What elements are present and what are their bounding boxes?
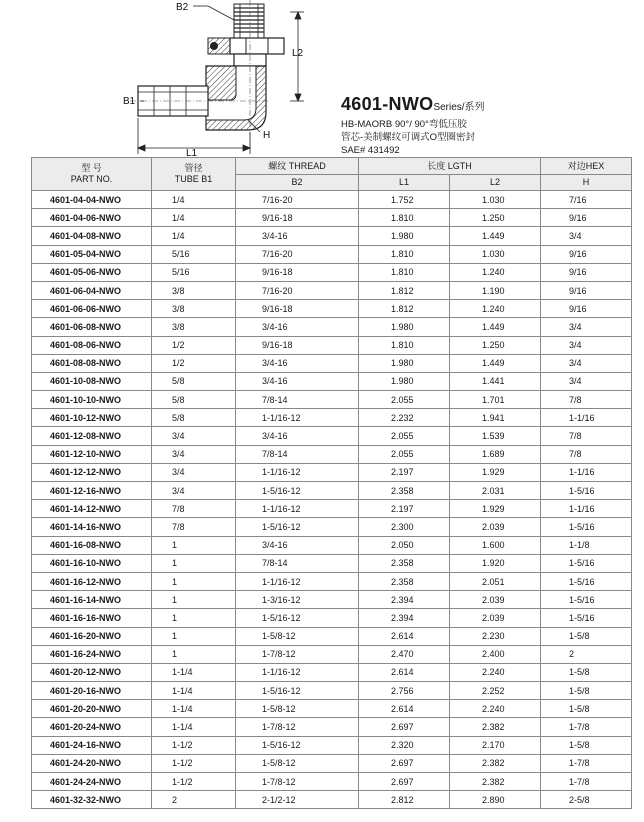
cell-hex: 2-5/8 [541, 791, 632, 809]
cell-thread: 1-5/8-12 [236, 627, 359, 645]
cell-part-no: 4601-12-16-NWO [32, 482, 152, 500]
cell-l2: 1.441 [450, 372, 541, 390]
cell-hex: 7/8 [541, 391, 632, 409]
table-row [32, 718, 632, 736]
cell-tube: 1-1/2 [152, 754, 236, 772]
cell-thread: 9/16-18 [236, 263, 359, 281]
table-row [32, 300, 632, 318]
cell-l1: 2.470 [359, 645, 450, 663]
cell-l2: 1.539 [450, 427, 541, 445]
cell-tube: 5/8 [152, 391, 236, 409]
cell-hex: 1-1/8 [541, 536, 632, 554]
product-title-block [341, 94, 631, 157]
cell-hex: 1-1/16 [541, 409, 632, 427]
cell-l1: 2.697 [359, 718, 450, 736]
cell-thread: 9/16-18 [236, 336, 359, 354]
cell-l1: 2.812 [359, 791, 450, 809]
cell-hex: 9/16 [541, 281, 632, 299]
cell-thread: 1-1/16-12 [236, 409, 359, 427]
cell-l2: 2.382 [450, 773, 541, 791]
cell-part-no: 4601-24-16-NWO [32, 736, 152, 754]
cell-part-no: 4601-24-20-NWO [32, 754, 152, 772]
col-header-hex: 对边HEX [541, 158, 632, 175]
cell-tube: 1-1/4 [152, 718, 236, 736]
cell-tube: 1/4 [152, 209, 236, 227]
cell-part-no: 4601-24-24-NWO [32, 773, 152, 791]
cell-tube: 5/8 [152, 372, 236, 390]
table-row [32, 754, 632, 772]
cell-l1: 2.756 [359, 682, 450, 700]
cell-thread: 1-1/16-12 [236, 500, 359, 518]
cell-l2: 1.600 [450, 536, 541, 554]
cell-tube: 3/8 [152, 318, 236, 336]
cell-l1: 1.810 [359, 209, 450, 227]
cell-l2: 1.449 [450, 318, 541, 336]
cell-tube: 1-1/4 [152, 682, 236, 700]
col-header-length: 长度 LGTH [359, 158, 541, 175]
cell-part-no: 4601-20-24-NWO [32, 718, 152, 736]
cell-l1: 1.980 [359, 227, 450, 245]
cell-part-no: 4601-06-04-NWO [32, 281, 152, 299]
cell-l2: 2.252 [450, 682, 541, 700]
table-row [32, 591, 632, 609]
cell-l1: 1.810 [359, 245, 450, 263]
cell-hex: 3/4 [541, 336, 632, 354]
table-row [32, 463, 632, 481]
label-l2: L2 [292, 48, 304, 59]
table-row [32, 391, 632, 409]
cell-tube: 7/8 [152, 518, 236, 536]
cell-tube: 3/8 [152, 281, 236, 299]
cell-thread: 2-1/2-12 [236, 791, 359, 809]
cell-thread: 9/16-18 [236, 300, 359, 318]
cell-l2: 2.039 [450, 518, 541, 536]
table-row [32, 645, 632, 663]
cell-thread: 1-1/16-12 [236, 463, 359, 481]
cell-l1: 2.697 [359, 754, 450, 772]
lock-nut [230, 38, 284, 54]
cell-thread: 3/4-16 [236, 227, 359, 245]
cell-hex: 1-1/16 [541, 463, 632, 481]
cell-thread: 9/16-18 [236, 209, 359, 227]
cell-hex: 7/16 [541, 191, 632, 209]
tube-en: TUBE B1 [174, 174, 213, 184]
cell-part-no: 4601-10-10-NWO [32, 391, 152, 409]
cell-l2: 1.240 [450, 263, 541, 281]
cell-l1: 2.697 [359, 773, 450, 791]
table-row [32, 518, 632, 536]
cell-thread: 1-3/16-12 [236, 591, 359, 609]
cell-l2: 2.230 [450, 627, 541, 645]
cell-part-no: 4601-06-06-NWO [32, 300, 152, 318]
cell-thread: 1-5/16-12 [236, 609, 359, 627]
product-desc-line3: SAE# 431492 [341, 145, 400, 156]
col-header-tube [152, 158, 236, 191]
cell-tube: 1 [152, 554, 236, 572]
col-header-h: H [541, 175, 632, 191]
cell-l2: 1.941 [450, 409, 541, 427]
cell-l2: 2.039 [450, 591, 541, 609]
cell-l1: 2.358 [359, 482, 450, 500]
cell-part-no: 4601-14-16-NWO [32, 518, 152, 536]
cell-thread: 1-5/16-12 [236, 482, 359, 500]
product-desc-line2: 管芯-美制螺纹可调式O型圈密封 [341, 132, 476, 143]
cell-l1: 1.810 [359, 336, 450, 354]
cell-thread: 3/4-16 [236, 427, 359, 445]
cell-l1: 2.055 [359, 427, 450, 445]
cell-l2: 1.701 [450, 391, 541, 409]
cell-tube: 1 [152, 572, 236, 590]
cell-hex: 1-5/8 [541, 682, 632, 700]
cell-hex: 9/16 [541, 209, 632, 227]
cell-hex: 3/4 [541, 227, 632, 245]
cell-l1: 2.358 [359, 554, 450, 572]
table-row [32, 500, 632, 518]
cell-l2: 1.240 [450, 300, 541, 318]
label-b1: B1 [123, 96, 136, 107]
label-h: H [263, 130, 271, 141]
cell-part-no: 4601-12-12-NWO [32, 463, 152, 481]
cell-l2: 1.929 [450, 463, 541, 481]
cell-thread: 1-5/16-12 [236, 682, 359, 700]
cell-hex: 1-1/16 [541, 500, 632, 518]
cell-thread: 1-5/8-12 [236, 754, 359, 772]
cell-hex: 1-5/8 [541, 700, 632, 718]
cell-thread: 1-5/16-12 [236, 518, 359, 536]
cell-l2: 2.039 [450, 609, 541, 627]
cell-l2: 2.400 [450, 645, 541, 663]
table-row [32, 609, 632, 627]
table-row [32, 736, 632, 754]
table-row [32, 682, 632, 700]
cell-thread: 1-1/16-12 [236, 663, 359, 681]
cell-hex: 1-5/16 [541, 518, 632, 536]
cell-l2: 1.250 [450, 209, 541, 227]
table-row [32, 427, 632, 445]
product-desc-line1: HB-MAORB 90°/ 90°弯低压胶 [341, 119, 467, 130]
table-row [32, 536, 632, 554]
table-row [32, 791, 632, 809]
cell-l2: 2.240 [450, 663, 541, 681]
cell-l1: 1.980 [359, 318, 450, 336]
cell-thread: 7/16-20 [236, 245, 359, 263]
col-header-l2: L2 [450, 175, 541, 191]
cell-l2: 2.051 [450, 572, 541, 590]
cell-hex: 7/8 [541, 445, 632, 463]
cell-tube: 1/4 [152, 191, 236, 209]
cell-hex: 3/4 [541, 354, 632, 372]
cell-l1: 2.320 [359, 736, 450, 754]
spec-table-body [32, 191, 632, 809]
cell-part-no: 4601-08-06-NWO [32, 336, 152, 354]
cell-l1: 1.810 [359, 263, 450, 281]
fitting-drawing [110, 0, 330, 158]
cell-tube: 1/2 [152, 354, 236, 372]
cell-l2: 1.190 [450, 281, 541, 299]
cell-tube: 2 [152, 791, 236, 809]
cell-hex: 2 [541, 645, 632, 663]
cell-tube: 1/4 [152, 227, 236, 245]
cell-part-no: 4601-16-10-NWO [32, 554, 152, 572]
series-word: Series/系列 [433, 102, 485, 113]
table-row [32, 191, 632, 209]
cell-l2: 1.030 [450, 191, 541, 209]
table-row [32, 663, 632, 681]
cell-part-no: 4601-12-10-NWO [32, 445, 152, 463]
cell-part-no: 4601-16-12-NWO [32, 572, 152, 590]
cell-thread: 3/4-16 [236, 536, 359, 554]
cell-thread: 1-5/8-12 [236, 700, 359, 718]
cell-hex: 1-5/16 [541, 554, 632, 572]
series-title [341, 94, 631, 118]
cell-l1: 1.812 [359, 281, 450, 299]
cell-part-no: 4601-04-06-NWO [32, 209, 152, 227]
cell-part-no: 4601-20-20-NWO [32, 700, 152, 718]
cell-thread: 7/8-14 [236, 445, 359, 463]
cell-part-no: 4601-05-04-NWO [32, 245, 152, 263]
cell-tube: 1-1/4 [152, 700, 236, 718]
table-row [32, 372, 632, 390]
cell-l2: 1.250 [450, 336, 541, 354]
cell-l2: 2.240 [450, 700, 541, 718]
cell-thread: 7/8-14 [236, 554, 359, 572]
cell-l1: 1.980 [359, 372, 450, 390]
cell-l1: 2.232 [359, 409, 450, 427]
cell-tube: 5/8 [152, 409, 236, 427]
table-row [32, 354, 632, 372]
cell-tube: 3/4 [152, 463, 236, 481]
cell-thread: 3/4-16 [236, 354, 359, 372]
col-header-part-no [32, 158, 152, 191]
cell-tube: 3/4 [152, 482, 236, 500]
table-row [32, 281, 632, 299]
cell-part-no: 4601-32-32-NWO [32, 791, 152, 809]
cell-thread: 1-7/8-12 [236, 773, 359, 791]
cell-hex: 1-7/8 [541, 773, 632, 791]
cell-tube: 1 [152, 645, 236, 663]
cell-hex: 1-7/8 [541, 718, 632, 736]
cell-l2: 1.030 [450, 245, 541, 263]
cell-l1: 1.752 [359, 191, 450, 209]
cell-part-no: 4601-20-16-NWO [32, 682, 152, 700]
cell-l2: 2.382 [450, 718, 541, 736]
table-row [32, 409, 632, 427]
cell-l2: 1.689 [450, 445, 541, 463]
cell-l1: 2.614 [359, 700, 450, 718]
table-row [32, 227, 632, 245]
table-row [32, 773, 632, 791]
cell-thread: 1-1/16-12 [236, 572, 359, 590]
cell-hex: 1-5/8 [541, 627, 632, 645]
cell-tube: 3/4 [152, 427, 236, 445]
cell-l1: 1.812 [359, 300, 450, 318]
cell-hex: 7/8 [541, 427, 632, 445]
cell-part-no: 4601-20-12-NWO [32, 663, 152, 681]
cell-tube: 5/16 [152, 245, 236, 263]
cell-tube: 1 [152, 536, 236, 554]
cell-tube: 1-1/2 [152, 773, 236, 791]
cell-hex: 9/16 [541, 300, 632, 318]
cell-hex: 1-5/16 [541, 572, 632, 590]
cell-tube: 1/2 [152, 336, 236, 354]
cell-l2: 2.170 [450, 736, 541, 754]
cell-l1: 2.055 [359, 445, 450, 463]
cell-hex: 9/16 [541, 245, 632, 263]
cell-thread: 1-7/8-12 [236, 645, 359, 663]
cell-part-no: 4601-16-16-NWO [32, 609, 152, 627]
cell-l1: 2.614 [359, 627, 450, 645]
cell-part-no: 4601-16-08-NWO [32, 536, 152, 554]
cell-hex: 1-7/8 [541, 754, 632, 772]
cell-l1: 2.358 [359, 572, 450, 590]
col-header-l1: L1 [359, 175, 450, 191]
cell-l2: 1.920 [450, 554, 541, 572]
cell-l1: 2.614 [359, 663, 450, 681]
cell-hex: 1-5/8 [541, 736, 632, 754]
cell-thread: 3/4-16 [236, 372, 359, 390]
table-row [32, 445, 632, 463]
cell-part-no: 4601-08-08-NWO [32, 354, 152, 372]
table-row [32, 318, 632, 336]
part-no-en: PART NO. [70, 174, 113, 184]
col-header-b2: B2 [236, 175, 359, 191]
cell-l1: 2.394 [359, 591, 450, 609]
cell-hex: 1-5/16 [541, 609, 632, 627]
cell-part-no: 4601-10-08-NWO [32, 372, 152, 390]
table-row [32, 209, 632, 227]
cell-part-no: 4601-05-06-NWO [32, 263, 152, 281]
cell-tube: 1-1/2 [152, 736, 236, 754]
cell-tube: 3/8 [152, 300, 236, 318]
cell-hex: 3/4 [541, 318, 632, 336]
table-row [32, 700, 632, 718]
cell-l2: 2.382 [450, 754, 541, 772]
cell-tube: 1-1/4 [152, 663, 236, 681]
o-ring [210, 42, 218, 50]
cell-hex: 3/4 [541, 372, 632, 390]
cell-hex: 1-5/8 [541, 663, 632, 681]
cell-l1: 2.050 [359, 536, 450, 554]
cell-l1: 1.980 [359, 354, 450, 372]
cell-l2: 1.929 [450, 500, 541, 518]
table-row [32, 336, 632, 354]
cell-l1: 2.197 [359, 463, 450, 481]
table-row [32, 572, 632, 590]
label-b2: B2 [176, 2, 189, 13]
cell-part-no: 4601-04-04-NWO [32, 191, 152, 209]
cell-l1: 2.394 [359, 609, 450, 627]
cell-thread: 1-5/16-12 [236, 736, 359, 754]
cell-part-no: 4601-04-08-NWO [32, 227, 152, 245]
cell-part-no: 4601-16-14-NWO [32, 591, 152, 609]
cell-thread: 3/4-16 [236, 318, 359, 336]
cell-tube: 1 [152, 591, 236, 609]
table-row [32, 482, 632, 500]
cell-part-no: 4601-12-08-NWO [32, 427, 152, 445]
table-row [32, 245, 632, 263]
cell-l2: 2.031 [450, 482, 541, 500]
product-code: 4601-NWO [341, 94, 434, 114]
thread-stud [234, 4, 264, 40]
cell-hex: 9/16 [541, 263, 632, 281]
cell-l1: 2.300 [359, 518, 450, 536]
col-header-thread: 螺纹 THREAD [236, 158, 359, 175]
part-no-cn: 型 号 [81, 163, 102, 173]
cell-tube: 1 [152, 609, 236, 627]
cell-tube: 5/16 [152, 263, 236, 281]
cell-thread: 1-7/8-12 [236, 718, 359, 736]
cell-thread: 7/16-20 [236, 191, 359, 209]
cell-part-no: 4601-14-12-NWO [32, 500, 152, 518]
label-l1: L1 [186, 148, 198, 158]
cell-l2: 1.449 [450, 354, 541, 372]
table-row [32, 263, 632, 281]
cell-part-no: 4601-16-24-NWO [32, 645, 152, 663]
cell-hex: 1-5/16 [541, 591, 632, 609]
cell-thread: 7/8-14 [236, 391, 359, 409]
cell-tube: 3/4 [152, 445, 236, 463]
cell-tube: 1 [152, 627, 236, 645]
cell-l1: 2.197 [359, 500, 450, 518]
cell-part-no: 4601-16-20-NWO [32, 627, 152, 645]
cell-l2: 2.890 [450, 791, 541, 809]
cell-thread: 7/16-20 [236, 281, 359, 299]
cell-part-no: 4601-06-08-NWO [32, 318, 152, 336]
cell-tube: 7/8 [152, 500, 236, 518]
table-row [32, 627, 632, 645]
spec-table [31, 157, 632, 809]
tube-cn: 管径 [184, 163, 203, 173]
table-row [32, 554, 632, 572]
cell-part-no: 4601-10-12-NWO [32, 409, 152, 427]
cell-hex: 1-5/16 [541, 482, 632, 500]
cell-l1: 2.055 [359, 391, 450, 409]
cell-l2: 1.449 [450, 227, 541, 245]
